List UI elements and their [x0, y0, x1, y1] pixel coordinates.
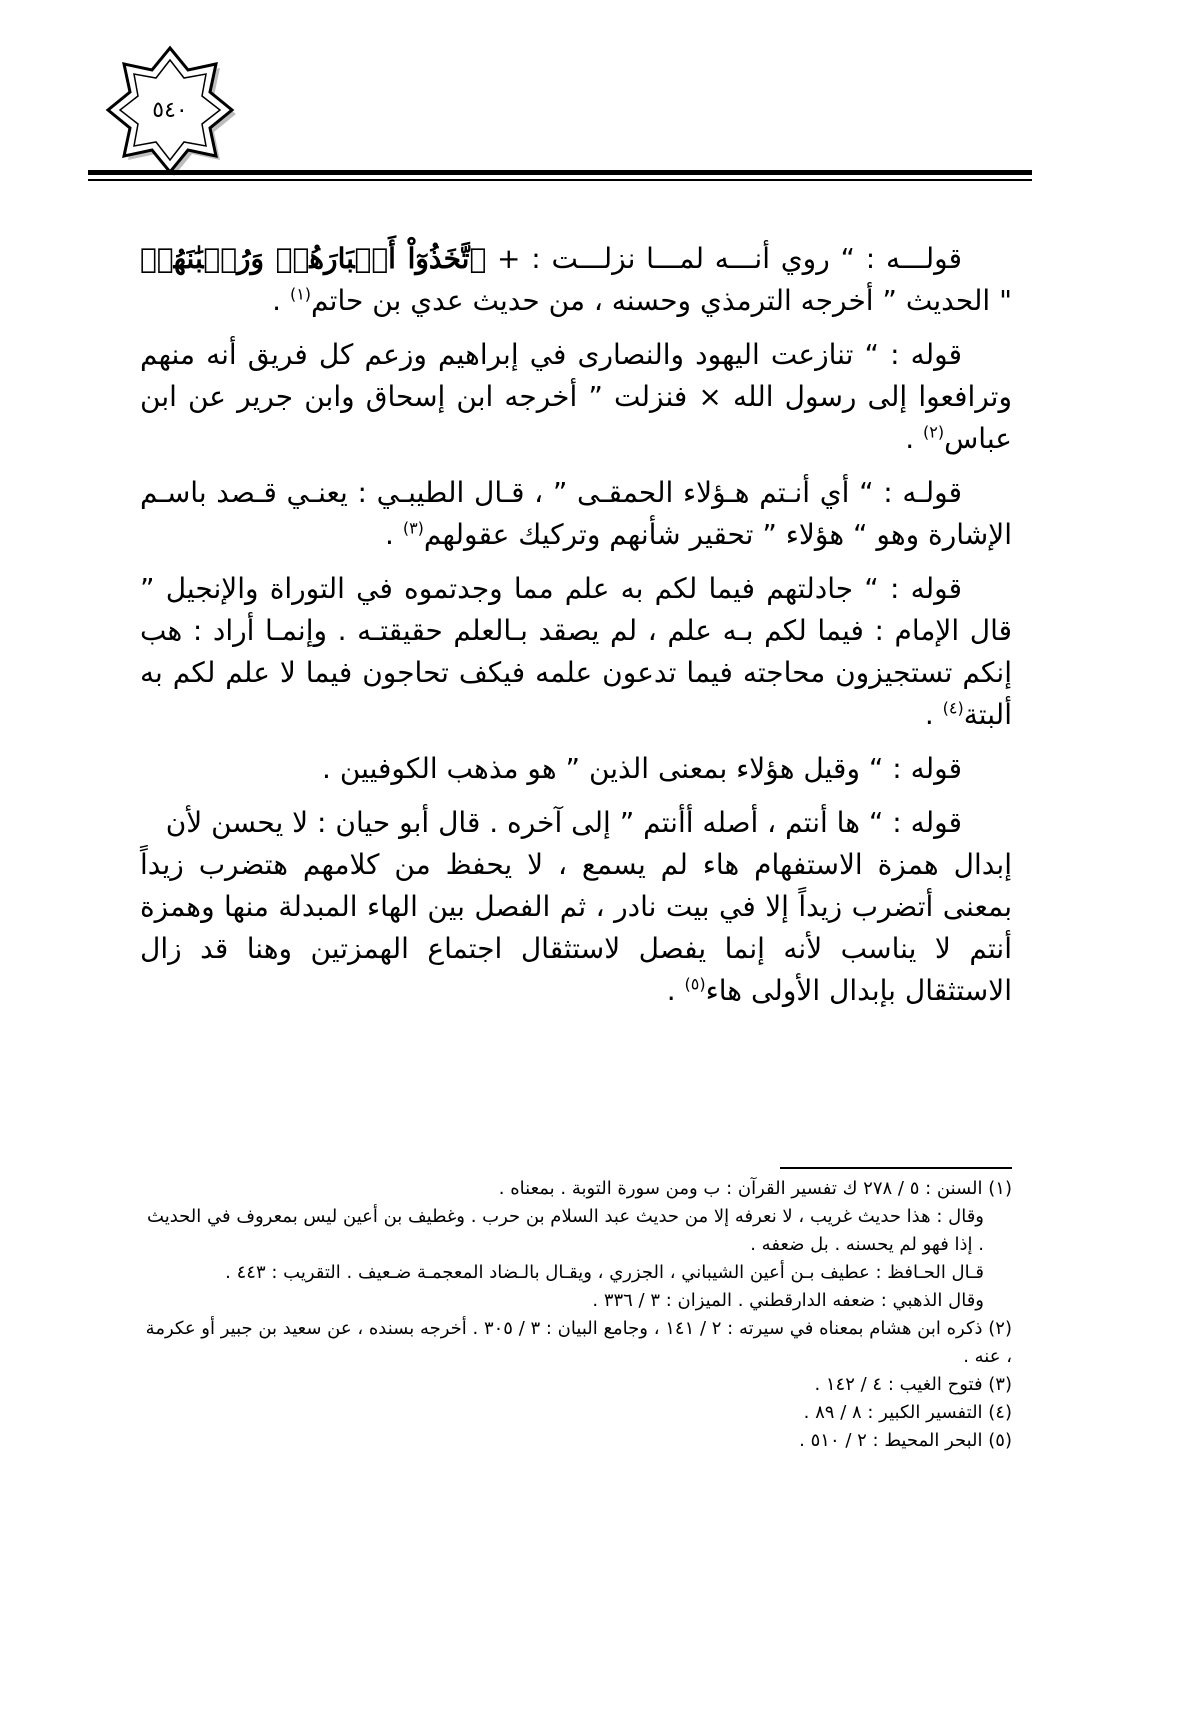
quran-verse: ٱتَّخَذُوٓاْ أَحۡبَارَهُمۡ وَرُهۡبَٰنَهُمۡ — [140, 242, 487, 275]
paragraph-5: قوله : “ وقيل هؤلاء بمعنى الذين ” هو مذهب الكوفيين . — [322, 752, 962, 785]
footnote-3: (٣) فتوح الغيب : ٤ / ١٤٢ . — [814, 1374, 1012, 1395]
paragraph-4: قوله : “ جادلتهم فيما لكم به علم مما وجدتموه في التوراة والإنجيل ” قال الإمام : فيما لكم بـه علم ، لم يصقد بـالعلم حقيقتـه . وإنمـا أراد : هب إنكم تستجيزون محاجته فيما تدعون علمه فيكف تحاجون فيما لا علم لكم به ألبتة$^{(٤)}$ . — [140, 572, 1012, 731]
page-number: ٥٤٠ — [152, 97, 188, 123]
footnotes — [140, 1175, 1012, 1455]
footnote-ref[interactable]: (٥) — [684, 974, 706, 994]
paragraph-3: قولـه : “ أي أنـتم هـؤلاء الحمقـى ” ، قـال الطيبـي : يعنـي قـصد باسـم الإشارة وهو “ هؤلاء ” تحقير شأنهم وتركيك عقولهم$^{(٣)}$ . — [140, 476, 1012, 551]
footnote-1-cont: وقال : هذا حديث غريب ، لا نعرفه إلا من حديث عبد السلام بن حرب . وغطيف بن أعين ليس بمعروف في الحديث . إذا فهو لم يحسنه . بل ضعفه . — [147, 1206, 984, 1255]
header-rule-thin — [88, 179, 1032, 181]
footnote-separator — [780, 1167, 1012, 1169]
header-rule-thick — [88, 170, 1032, 175]
footnote-ref[interactable]: (١) — [289, 284, 312, 304]
footnote-1-cont: وقال الذهبي : ضعفه الدارقطني . الميزان : ٣ / ٣٣٦ . — [592, 1290, 984, 1311]
paragraph-2: قوله : “ تنازعت اليهود والنصارى في إبراهيم وزعم كل فريق أنه منهم وترافعوا إلى رسول الله × فنزلت ” أخرجه ابن إسحاق وابن جرير عن ابن عباس$^{(٢)}$ . — [140, 338, 1012, 455]
footnote-5: (٥) البحر المحيط : ٢ / ٥١٠ . — [799, 1430, 1012, 1451]
paragraph-6: قوله : “ ها أنتم ، أصله أأنتم ” إلى آخره . قال أبو حيان : لا يحسن لأن — [165, 806, 962, 839]
page-number-badge — [100, 40, 240, 180]
footnote-1: (١) السنن : ٥ / ٢٧٨ ك تفسير القرآن : ب ومن سورة التوبة . بمعناه . — [498, 1178, 1012, 1199]
paragraph-1: قولـــه : “ روي أنـــه لمـــا نزلـــت : + ٱتَّخَذُوٓاْ أَحۡبَارَهُمۡ وَرُهۡبَٰنَهُمۡ " الحديث ” أخرجه الترمذي وحسنه ، من حديث عدي بن حاتم$^{(١)}$ . — [140, 242, 1012, 317]
main-text — [140, 238, 1012, 1024]
footnote-1-cont: قـال الحـافظ : عطيف بـن أعين الشيباني ، الجزري ، ويقـال بالـضاد المعجمـة ضـعيف . التقريب : ٤٤٣ . — [225, 1262, 984, 1283]
paragraph-7: إبدال همزة الاستفهام هاء لم يسمع ، لا يحفظ من كلامهم هتضرب زيداً بمعنى أتضرب زيداً إلا في بيت نادر ، ثم الفصل بين الهاء المبدلة منها وهمزة أنتم لا يناسب لأنه إنما يفصل لاستثقال اجتماع الهمزتين وهنا قد زال الاستثقال بإبدال الأولى هاء$^{(٥)}$ . — [140, 848, 1012, 1007]
footnote-ref[interactable]: (٤) — [942, 698, 964, 718]
footnote-2: (٢) ذكره ابن هشام بمعناه في سيرته : ٢ / ١٤١ ، وجامع البيان : ٣ / ٣٠٥ . أخرجه بسنده ، عن سعيد بن جبير أو عكرمة ، عنه . — [145, 1318, 1012, 1367]
footnote-ref[interactable]: (٣) — [402, 518, 424, 538]
footnote-4: (٤) التفسير الكبير : ٨ / ٨٩ . — [803, 1402, 1012, 1423]
footnote-ref[interactable]: (٢) — [923, 422, 945, 442]
